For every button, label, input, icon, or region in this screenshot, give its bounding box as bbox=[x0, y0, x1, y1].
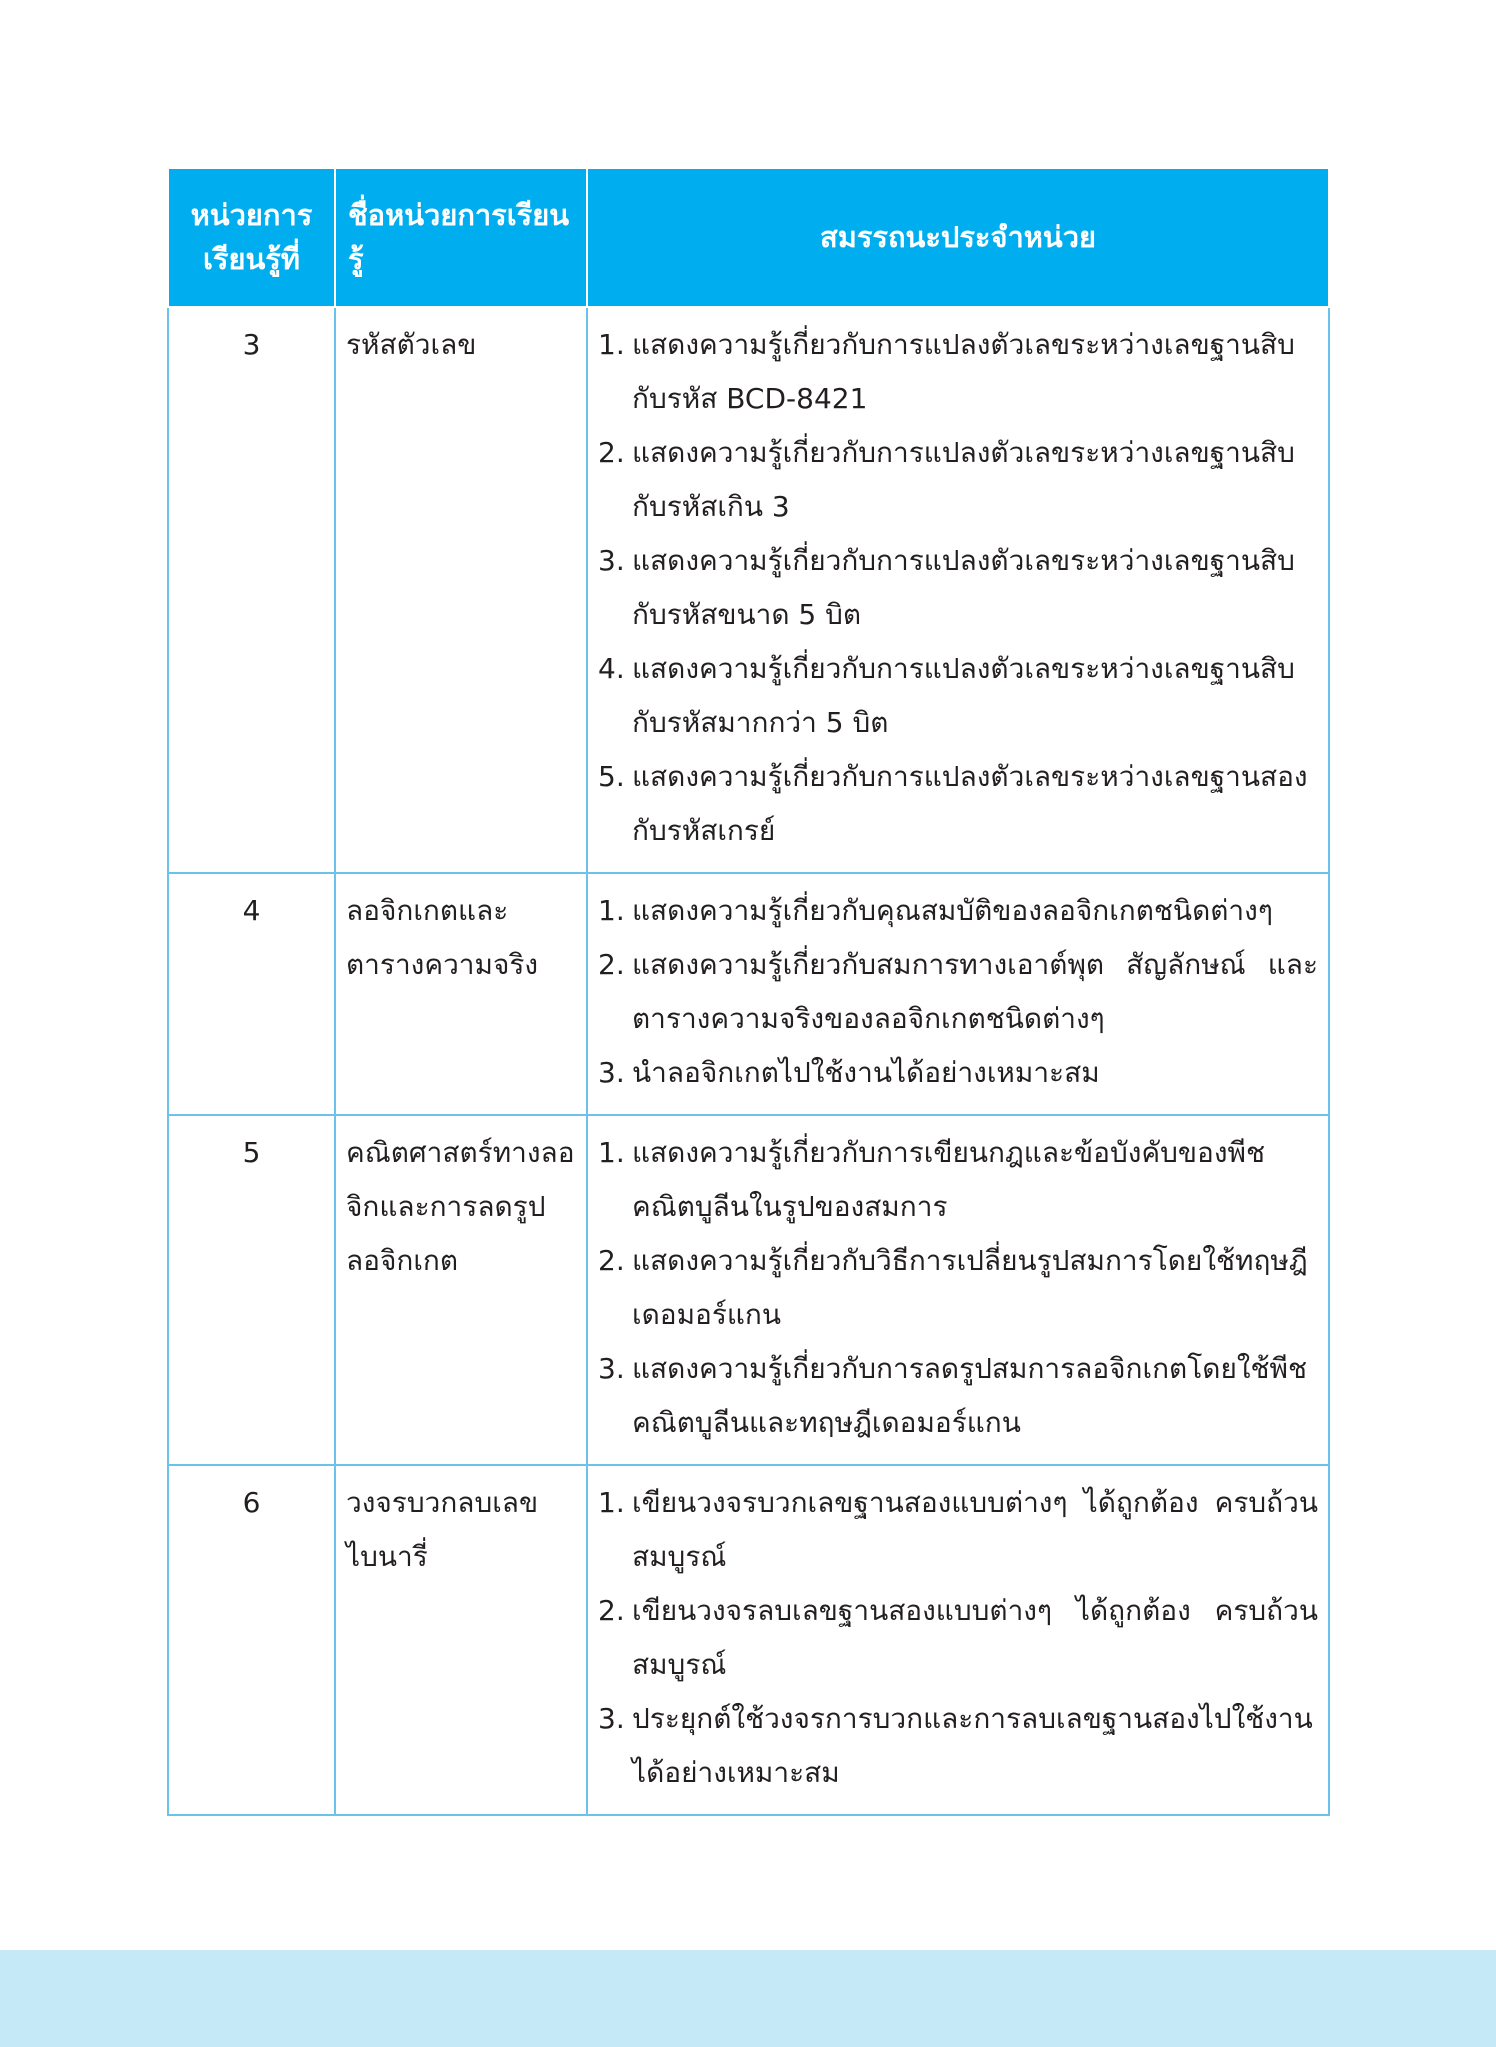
item-text: แสดงความรู้เกี่ยวกับการเขียนกฎและข้อบังคับของพีชคณิตบูลีนในรูปของสมการ bbox=[632, 1136, 1266, 1223]
item-number: 1. bbox=[598, 328, 625, 361]
unit-number: 3 bbox=[168, 307, 335, 873]
competency-table bbox=[167, 167, 1330, 1816]
item-number: 2. bbox=[598, 1594, 625, 1627]
list-item bbox=[598, 1234, 1318, 1342]
competency-cell bbox=[587, 1465, 1329, 1815]
item-text: แสดงความรู้เกี่ยวกับสมการทางเอาต์พุต สัญลักษณ์ และตารางความจริงของลอจิกเกตชนิดต่างๆ bbox=[632, 948, 1318, 1035]
competency-list bbox=[598, 884, 1318, 1100]
list-item bbox=[598, 1342, 1318, 1450]
table-row bbox=[168, 1465, 1329, 1815]
item-number: 2. bbox=[598, 948, 625, 981]
list-item bbox=[598, 938, 1318, 1046]
competency-cell bbox=[587, 873, 1329, 1115]
item-number: 2. bbox=[598, 1244, 625, 1277]
list-item bbox=[598, 318, 1318, 426]
unit-name: วงจรบวกลบเลขไบนารี่ bbox=[335, 1465, 587, 1815]
list-item bbox=[598, 750, 1318, 858]
item-text: แสดงความรู้เกี่ยวกับการแปลงตัวเลขระหว่างเลขฐานสิบกับรหัสเกิน 3 bbox=[632, 436, 1295, 523]
competency-list bbox=[598, 1126, 1318, 1450]
item-text: แสดงความรู้เกี่ยวกับการแปลงตัวเลขระหว่างเลขฐานสิบกับรหัส BCD-8421 bbox=[632, 328, 1295, 415]
item-text: แสดงความรู้เกี่ยวกับการแปลงตัวเลขระหว่างเลขฐานสองกับรหัสเกรย์ bbox=[632, 760, 1308, 847]
list-item bbox=[598, 884, 1318, 938]
item-number: 2. bbox=[598, 436, 625, 469]
item-text: เขียนวงจรบวกเลขฐานสองแบบต่างๆ ได้ถูกต้อง ครบถ้วนสมบูรณ์ bbox=[632, 1486, 1318, 1573]
item-number: 4. bbox=[598, 652, 625, 685]
footer-band bbox=[0, 1950, 1496, 2047]
unit-name: รหัสตัวเลข bbox=[335, 307, 587, 873]
item-text: แสดงความรู้เกี่ยวกับการแปลงตัวเลขระหว่างเลขฐานสิบกับรหัสขนาด 5 บิต bbox=[632, 544, 1295, 631]
unit-number: 6 bbox=[168, 1465, 335, 1815]
item-number: 3. bbox=[598, 1056, 625, 1089]
unit-name: คณิตศาสตร์ทางลอจิกและการลดรูปลอจิกเกต bbox=[335, 1115, 587, 1465]
table-row bbox=[168, 873, 1329, 1115]
item-number: 1. bbox=[598, 1136, 625, 1169]
list-item bbox=[598, 1046, 1318, 1100]
competency-cell bbox=[587, 1115, 1329, 1465]
header-competency: สมรรถนะประจำหน่วย bbox=[587, 168, 1329, 307]
list-item bbox=[598, 534, 1318, 642]
item-number: 5. bbox=[598, 760, 625, 793]
unit-number: 5 bbox=[168, 1115, 335, 1465]
list-item bbox=[598, 426, 1318, 534]
header-unit-name: ชื่อหน่วยการเรียนรู้ bbox=[335, 168, 587, 307]
item-text: แสดงความรู้เกี่ยวกับวิธีการเปลี่ยนรูปสมการโดยใช้ทฤษฎีเดอมอร์แกน bbox=[632, 1244, 1308, 1331]
list-item bbox=[598, 642, 1318, 750]
unit-name: ลอจิกเกตและตารางความจริง bbox=[335, 873, 587, 1115]
item-number: 1. bbox=[598, 1486, 625, 1519]
list-item bbox=[598, 1126, 1318, 1234]
item-number: 3. bbox=[598, 544, 625, 577]
competency-list bbox=[598, 1476, 1318, 1800]
table-row bbox=[168, 1115, 1329, 1465]
table-row bbox=[168, 307, 1329, 873]
table-header-row bbox=[168, 168, 1329, 307]
competency-cell bbox=[587, 307, 1329, 873]
item-text: แสดงความรู้เกี่ยวกับการลดรูปสมการลอจิกเกตโดยใช้พีชคณิตบูลีนและทฤษฎีเดอมอร์แกน bbox=[632, 1352, 1307, 1439]
item-text: ประยุกต์ใช้วงจรการบวกและการลบเลขฐานสองไปใช้งานได้อย่างเหมาะสม bbox=[632, 1702, 1313, 1789]
competency-list bbox=[598, 318, 1318, 858]
item-text: แสดงความรู้เกี่ยวกับการแปลงตัวเลขระหว่างเลขฐานสิบกับรหัสมากกว่า 5 บิต bbox=[632, 652, 1295, 739]
unit-number: 4 bbox=[168, 873, 335, 1115]
item-text: เขียนวงจรลบเลขฐานสองแบบต่างๆ ได้ถูกต้อง ครบถ้วนสมบูรณ์ bbox=[632, 1594, 1318, 1681]
list-item bbox=[598, 1692, 1318, 1800]
item-number: 3. bbox=[598, 1702, 625, 1735]
item-text: นำลอจิกเกตไปใช้งานได้อย่างเหมาะสม bbox=[632, 1056, 1100, 1089]
item-text: แสดงความรู้เกี่ยวกับคุณสมบัติของลอจิกเกตชนิดต่างๆ bbox=[632, 894, 1273, 927]
header-unit-no: หน่วยการเรียนรู้ที่ bbox=[168, 168, 335, 307]
list-item bbox=[598, 1476, 1318, 1584]
item-number: 3. bbox=[598, 1352, 625, 1385]
list-item bbox=[598, 1584, 1318, 1692]
item-number: 1. bbox=[598, 894, 625, 927]
